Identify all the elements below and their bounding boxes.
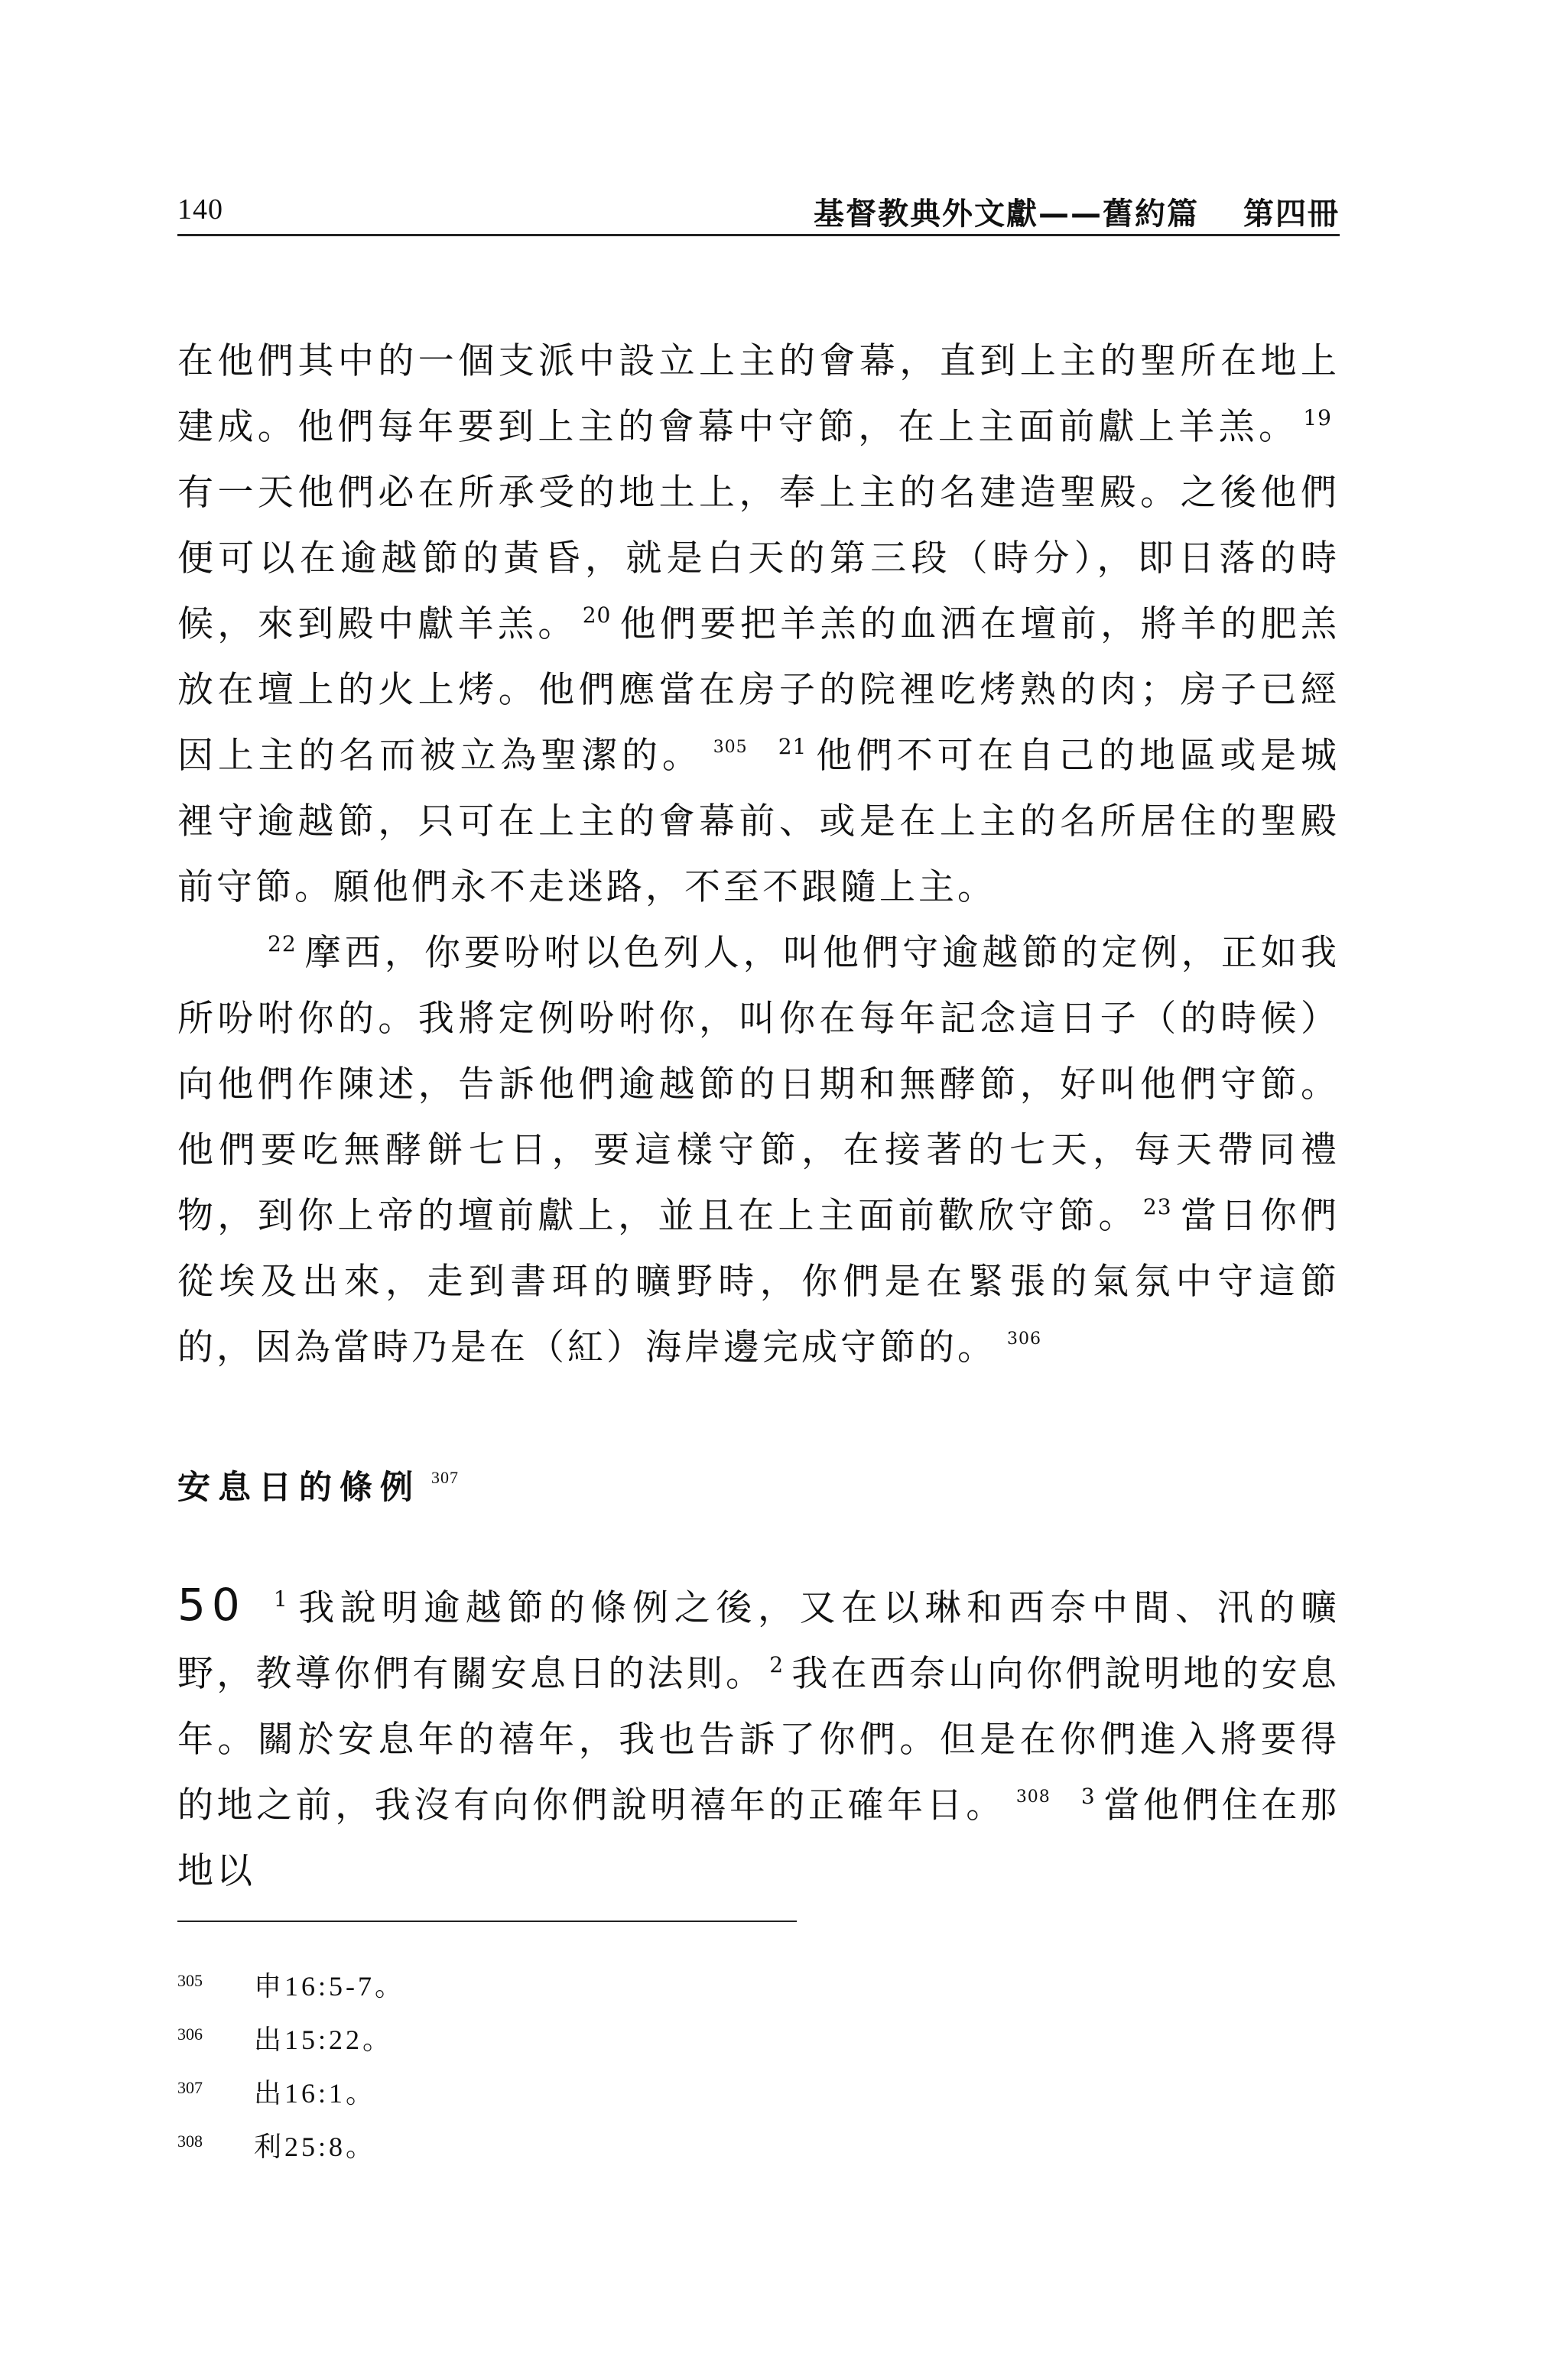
section-title: 安息日的條例 [177, 1469, 421, 1507]
chapter-50 [177, 1572, 1340, 1904]
verse-number: 3 [1080, 1784, 1096, 1809]
footnote-mark: 305 [177, 1971, 203, 1990]
footnote-ref: 308 [1015, 1787, 1051, 1807]
footnote-text: 出16:1。 [254, 2078, 377, 2109]
footnote-mark: 307 [177, 2078, 203, 2097]
verse-number: 20 [582, 602, 612, 628]
text-run: 他們不可在自己的地區或是城裡守逾越節，只可在上主的會幕前、或是在上主的名所居住的聖殿前守節。願他們永不走迷路，不至不跟隨上主。 [177, 735, 1340, 908]
verse-number: 23 [1142, 1194, 1172, 1219]
paragraph [177, 1572, 1340, 1904]
text-run: 摩西，你要吩咐以色列人，叫他們守逾越節的定例，正如我所吩咐你的。我將定例吩咐你，叫你在每年記念這日子（的時候）向他們作陳述，告訴他們逾越節的日期和無酵節，好叫他們守節。他們要吃無酵餅七日，要這樣守節，在接著的七天，每天帶同禮物，到你上帝的壇前獻上，並且在上主面前歡欣守節。 [177, 932, 1340, 1237]
footnote [177, 1965, 866, 2018]
volume-label: 第四冊 [1243, 196, 1340, 232]
text-run: 我在西奈山向你們說明地的安息年。關於安息年的禧年，我也告訴了你們。但是在你們進入將要得的地之前，我沒有向你們說明禧年的正確年日。 [177, 1653, 1340, 1826]
running-header [177, 180, 1340, 236]
text-run: 當日你們從埃及出來，走到書珥的曠野時，你們是在緊張的氣氛中守這節的，因為當時乃是在（紅）海岸邊完成守節的。 [177, 1195, 1340, 1369]
text-run: 當他們住在那地以 [177, 1784, 1340, 1892]
page-number: 140 [177, 193, 223, 226]
section-heading [177, 1462, 459, 1508]
footnote-divider [177, 1921, 797, 1922]
footnote-text: 申16:5-7。 [254, 1971, 405, 2002]
footnote-ref: 307 [431, 1468, 459, 1487]
footnote [177, 2018, 866, 2072]
book-title: 基督教典外文獻——舊約篇 [814, 196, 1199, 232]
text-run: 我說明逾越節的條例之後，又在以琳和西奈中間、汛的曠野，教導你們有關安息日的法則。 [177, 1587, 1340, 1695]
verse-number: 1 [273, 1586, 288, 1612]
paragraph [177, 921, 1340, 1381]
footnote-ref: 305 [713, 738, 748, 757]
footnote-text: 利25:8。 [254, 2132, 377, 2162]
text-run: 他們要把羊羔的血洒在壇前，將羊的肥羔放在壇上的火上烤。他們應當在房子的院裡吃烤熟的肉；房子已經因上主的名而被立為聖潔的。 [177, 603, 1340, 777]
footnote-mark: 308 [177, 2132, 203, 2151]
footnote [177, 2072, 866, 2125]
paragraph [177, 329, 1340, 921]
verse-number: 22 [268, 931, 297, 956]
footnote-mark: 306 [177, 2024, 203, 2044]
footnote-text: 出15:22。 [254, 2024, 394, 2055]
text-run: 有一天他們必在所承受的地土上，奉上主的名建造聖殿。之後他們便可以在逾越節的黃昏，就是白天的第三段（時分），即日落的時候，來到殿中獻羊羔。 [177, 472, 1340, 645]
footnote-ref: 306 [1007, 1330, 1041, 1349]
footnote [177, 2125, 866, 2179]
verse-number: 21 [778, 734, 807, 759]
running-title [814, 190, 1340, 233]
chapter-number: 50 [177, 1579, 246, 1631]
text-run: 在他們其中的一個支派中設立上主的會幕，直到上主的聖所在地上建成。他們每年要到上主的會幕中守節，在上主面前獻上羊羔。 [177, 340, 1340, 448]
verse-number: 2 [769, 1652, 785, 1677]
footnotes [177, 1965, 866, 2179]
main-text [177, 329, 1340, 1381]
verse-number: 19 [1303, 405, 1332, 430]
